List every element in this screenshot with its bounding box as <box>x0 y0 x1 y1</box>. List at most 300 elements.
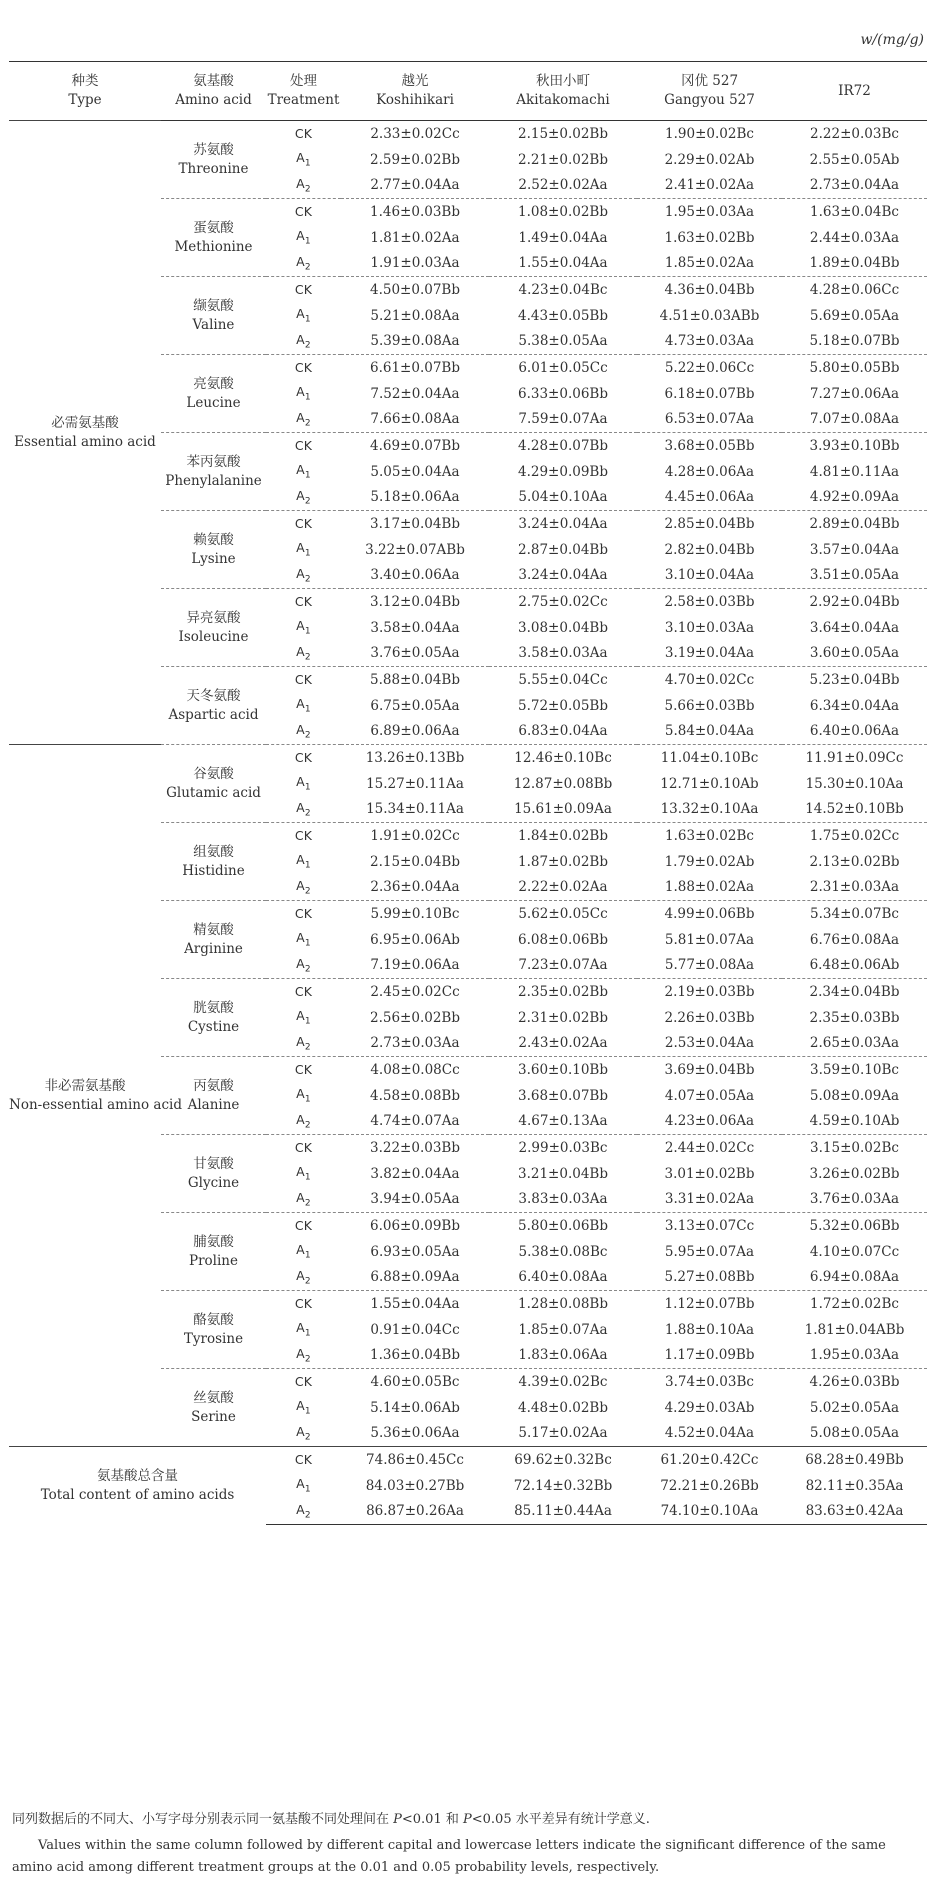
value-cell: 1.84±0.02Bb <box>489 823 637 849</box>
value-cell: 3.68±0.05Bb <box>637 433 782 459</box>
value-cell: 4.28±0.07Bb <box>489 433 637 459</box>
amino-acid-cell <box>161 589 266 667</box>
value-cell: 5.14±0.06Ab <box>370 1399 460 1416</box>
value-cell: 1.88±0.10Aa <box>664 1321 755 1338</box>
value-cell: 1.85±0.02Aa <box>664 255 755 272</box>
value-cell: 1.81±0.02Aa <box>370 229 460 246</box>
treatment-subscript: 1 <box>304 158 311 169</box>
value-cell: 5.77±0.08Aa <box>664 957 755 974</box>
value-cell: 15.30±0.10Aa <box>805 775 904 792</box>
value-cell: 5.39±0.08Aa <box>370 333 460 350</box>
treatment-label <box>266 225 341 251</box>
treatment-subscript: 2 <box>304 1354 311 1365</box>
header-amino-acid-en: Amino acid <box>175 92 252 108</box>
value-cell: 3.60±0.10Bb <box>489 1057 637 1083</box>
treatment-base: CK <box>294 984 313 1000</box>
table-footnote <box>12 1809 924 1879</box>
value-cell: 3.17±0.04Bb <box>341 511 489 537</box>
value-cell: 1.89±0.04Bb <box>809 255 900 272</box>
value-cell: 1.46±0.03Bb <box>341 199 489 225</box>
footnote-zh <box>12 1809 924 1831</box>
treatment-subscript: 1 <box>304 1094 311 1105</box>
treatment-base: CK <box>294 1452 313 1468</box>
treatment-label <box>266 1369 341 1395</box>
value-cell: 1.49±0.04Aa <box>518 229 608 246</box>
amino-acid-zh: 赖氨酸 <box>193 531 234 548</box>
footnote-zh-part: 同列数据后的不同大、小写字母分别表示同一氨基酸不同处理间在 <box>12 1812 394 1827</box>
value-cell: 4.69±0.07Bb <box>341 433 489 459</box>
value-cell: 4.50±0.07Bb <box>341 277 489 303</box>
value-cell: 5.22±0.06Cc <box>637 355 782 381</box>
value-cell: 1.55±0.04Aa <box>341 1291 489 1317</box>
table-row <box>9 121 927 147</box>
value-cell: 6.89±0.06Aa <box>370 723 460 740</box>
value-cell: 13.32±0.10Aa <box>660 801 759 818</box>
value-cell: 5.04±0.10Aa <box>518 489 608 506</box>
value-cell: 2.19±0.03Bb <box>637 979 782 1005</box>
treatment-base: CK <box>294 594 313 610</box>
treatment-subscript: 1 <box>304 938 311 949</box>
value-cell: 1.88±0.02Aa <box>664 879 755 896</box>
value-cell: 5.99±0.10Bc <box>341 901 489 927</box>
treatment-label <box>266 1161 341 1187</box>
amino-acid-zh: 精氨酸 <box>193 921 234 938</box>
value-cell: 2.58±0.03Bb <box>637 589 782 615</box>
table-row <box>9 745 927 771</box>
value-cell: 2.35±0.03Bb <box>809 1009 900 1026</box>
treatment-label <box>266 303 341 329</box>
treatment-base: CK <box>294 204 313 220</box>
amino-acid-en: Isoleucine <box>178 628 249 645</box>
value-cell: 3.08±0.04Bb <box>518 619 608 636</box>
treatment-subscript: 1 <box>304 1016 311 1027</box>
value-cell: 5.80±0.06Bb <box>489 1213 637 1239</box>
table-header <box>9 62 927 121</box>
treatment-base: CK <box>294 1296 313 1312</box>
treatment-base: CK <box>294 360 313 376</box>
value-cell: 5.66±0.03Bb <box>664 697 755 714</box>
value-cell: 3.58±0.04Aa <box>370 619 460 636</box>
value-cell: 2.82±0.04Bb <box>664 541 755 558</box>
value-cell: 2.77±0.04Aa <box>370 177 460 194</box>
treatment-subscript: 1 <box>304 704 311 715</box>
treatment-subscript: 1 <box>304 236 311 247</box>
treatment-base: A <box>296 774 305 790</box>
value-cell: 2.15±0.04Bb <box>370 853 460 870</box>
value-cell: 2.15±0.02Bb <box>489 121 637 147</box>
total-value-cell: 85.11±0.44Aa <box>489 1499 637 1525</box>
treatment-subscript: 2 <box>304 262 311 273</box>
amino-acid-zh: 苯丙氨酸 <box>186 453 241 470</box>
footnote-zh-p-symbol: P <box>393 1812 402 1827</box>
value-cell: 0.91±0.04Cc <box>370 1321 460 1338</box>
value-cell: 6.76±0.08Aa <box>809 931 900 948</box>
treatment-label <box>266 849 341 875</box>
treatment-base: A <box>296 1476 305 1492</box>
header-treatment-zh: 处理 <box>290 73 317 89</box>
value-cell: 13.26±0.13Bb <box>341 745 489 771</box>
amino-acid-zh: 丝氨酸 <box>193 1389 234 1406</box>
value-cell: 5.34±0.07Bc <box>782 901 927 927</box>
table-row <box>9 1447 927 1473</box>
value-cell: 1.91±0.02Cc <box>341 823 489 849</box>
amino-acid-zh: 谷氨酸 <box>193 765 234 782</box>
treatment-label <box>266 121 341 147</box>
treatment-label <box>266 1395 341 1421</box>
value-cell: 4.92±0.09Aa <box>809 489 900 506</box>
value-cell: 3.76±0.03Aa <box>809 1191 900 1208</box>
value-cell: 3.83±0.03Aa <box>518 1191 608 1208</box>
treatment-base: A <box>296 150 305 166</box>
section-essential <box>9 121 927 745</box>
treatment-base: A <box>296 956 305 971</box>
value-cell: 2.33±0.02Cc <box>341 121 489 147</box>
value-cell: 15.34±0.11Aa <box>366 801 464 818</box>
treatment-label <box>266 1499 341 1525</box>
value-cell: 5.18±0.06Aa <box>370 489 460 506</box>
total-value-cell: 72.21±0.26Bb <box>660 1477 759 1494</box>
value-cell: 3.93±0.10Bb <box>782 433 927 459</box>
value-cell: 1.79±0.02Ab <box>664 853 755 870</box>
amino-acid-cell <box>161 1213 266 1291</box>
value-cell: 2.29±0.02Ab <box>664 151 755 168</box>
amino-acid-zh: 胱氨酸 <box>193 999 234 1016</box>
treatment-subscript: 2 <box>304 886 311 897</box>
treatment-label <box>266 1473 341 1499</box>
treatment-label <box>266 199 341 225</box>
value-cell: 5.02±0.05Aa <box>809 1399 900 1416</box>
treatment-base: A <box>296 488 305 503</box>
value-cell: 4.51±0.03ABb <box>659 307 760 324</box>
value-cell: 2.21±0.02Bb <box>518 151 608 168</box>
treatment-label <box>266 1447 341 1473</box>
value-cell: 4.60±0.05Bc <box>341 1369 489 1395</box>
treatment-base: A <box>296 228 305 244</box>
value-cell: 2.99±0.03Bc <box>489 1135 637 1161</box>
value-cell: 3.60±0.05Aa <box>809 645 900 662</box>
value-cell: 4.81±0.11Aa <box>809 463 900 480</box>
amino-acid-zh: 缬氨酸 <box>193 297 234 314</box>
treatment-label <box>266 1265 341 1291</box>
value-cell: 2.87±0.04Bb <box>518 541 608 558</box>
header-cultivar-zh: 秋田小町 <box>536 73 590 89</box>
treatment-base: CK <box>294 438 313 454</box>
treatment-subscript: 2 <box>304 964 311 975</box>
header-cultivar-en: Akitakomachi <box>516 92 610 108</box>
treatment-label <box>266 381 341 407</box>
value-cell: 3.12±0.04Bb <box>341 589 489 615</box>
amino-acid-table <box>9 61 927 1525</box>
amino-acid-cell <box>161 1369 266 1447</box>
value-cell: 5.08±0.05Aa <box>809 1425 900 1442</box>
treatment-label <box>266 615 341 641</box>
treatment-base: CK <box>294 672 313 688</box>
treatment-label <box>266 1291 341 1317</box>
value-cell: 5.88±0.04Bb <box>341 667 489 693</box>
treatment-subscript: 1 <box>304 314 311 325</box>
total-value-cell: 84.03±0.27Bb <box>365 1477 465 1494</box>
amino-acid-cell <box>161 1135 266 1213</box>
value-cell: 2.13±0.02Bb <box>809 853 900 870</box>
header-cultivar-zh: 冈优 527 <box>680 73 739 89</box>
treatment-subscript: 1 <box>304 470 311 481</box>
value-cell: 4.39±0.02Bc <box>489 1369 637 1395</box>
value-cell: 1.63±0.02Bb <box>664 229 755 246</box>
treatment-base: A <box>296 254 305 269</box>
value-cell: 5.81±0.07Aa <box>664 931 755 948</box>
value-cell: 5.38±0.08Bc <box>518 1243 608 1260</box>
value-cell: 5.17±0.02Aa <box>518 1425 608 1442</box>
treatment-label <box>266 485 341 511</box>
treatment-subscript: 2 <box>304 652 311 663</box>
value-cell: 5.84±0.04Aa <box>664 723 755 740</box>
value-cell: 6.34±0.04Aa <box>809 697 900 714</box>
value-cell: 6.88±0.09Aa <box>370 1269 460 1286</box>
treatment-label <box>266 745 341 771</box>
value-cell: 2.65±0.03Aa <box>809 1035 900 1052</box>
total-value-cell: 68.28±0.49Bb <box>782 1447 927 1473</box>
treatment-subscript: 1 <box>304 1328 311 1339</box>
section-non-essential <box>9 745 927 1447</box>
value-cell: 3.69±0.04Bb <box>637 1057 782 1083</box>
type-en: Essential amino acid <box>14 433 156 450</box>
value-cell: 1.36±0.04Bb <box>370 1347 460 1364</box>
treatment-subscript: 2 <box>304 1042 311 1053</box>
treatment-base: A <box>296 410 305 425</box>
value-cell: 3.51±0.05Aa <box>809 567 900 584</box>
treatment-label <box>266 1135 341 1161</box>
amino-acid-en: Tyrosine <box>183 1330 244 1347</box>
value-cell: 12.71±0.10Ab <box>660 775 759 792</box>
value-cell: 6.06±0.09Bb <box>341 1213 489 1239</box>
header-amino-acid-zh: 氨基酸 <box>193 73 234 89</box>
treatment-label <box>266 1005 341 1031</box>
value-cell: 4.48±0.02Bb <box>518 1399 608 1416</box>
treatment-label <box>266 1031 341 1057</box>
value-cell: 5.08±0.09Aa <box>809 1087 900 1104</box>
type-en: Non-essential amino acid <box>9 1096 182 1113</box>
treatment-label <box>266 693 341 719</box>
value-cell: 7.66±0.08Aa <box>370 411 460 428</box>
treatment-subscript: 1 <box>304 860 311 871</box>
amino-acid-cell <box>161 277 266 355</box>
treatment-base: CK <box>294 516 313 532</box>
value-cell: 3.74±0.03Bc <box>637 1369 782 1395</box>
amino-acid-en: Threonine <box>178 160 249 177</box>
value-cell: 6.48±0.06Ab <box>809 957 900 974</box>
amino-acid-zh: 异亮氨酸 <box>186 609 241 626</box>
treatment-base: A <box>296 540 305 556</box>
treatment-subscript: 2 <box>304 418 311 429</box>
treatment-label <box>266 667 341 693</box>
amino-acid-zh: 蛋氨酸 <box>193 219 234 236</box>
treatment-label <box>266 1317 341 1343</box>
value-cell: 6.75±0.05Aa <box>370 697 460 714</box>
value-cell: 2.22±0.02Aa <box>518 879 608 896</box>
treatment-subscript: 2 <box>304 730 311 741</box>
value-cell: 3.58±0.03Aa <box>518 645 608 662</box>
value-cell: 3.10±0.03Aa <box>664 619 755 636</box>
amino-acid-en: Arginine <box>184 940 243 957</box>
value-cell: 2.44±0.03Aa <box>809 229 900 246</box>
header-cultivar-ir72 <box>782 62 927 121</box>
value-cell: 5.62±0.05Cc <box>489 901 637 927</box>
treatment-label <box>266 329 341 355</box>
treatment-base: A <box>296 644 305 659</box>
value-cell: 1.75±0.02Cc <box>782 823 927 849</box>
value-cell: 4.99±0.06Bb <box>637 901 782 927</box>
treatment-label <box>266 823 341 849</box>
treatment-base: A <box>296 1086 305 1102</box>
value-cell: 2.55±0.05Ab <box>809 151 900 168</box>
header-cultivar-en: IR72 <box>838 82 871 99</box>
value-cell: 12.87±0.08Bb <box>513 775 613 792</box>
value-cell: 12.46±0.10Bc <box>489 745 637 771</box>
value-cell: 4.36±0.04Bb <box>637 277 782 303</box>
treatment-subscript: 1 <box>304 548 311 559</box>
value-cell: 1.28±0.08Bb <box>489 1291 637 1317</box>
treatment-base: A <box>296 722 305 737</box>
value-cell: 2.45±0.02Cc <box>341 979 489 1005</box>
treatment-subscript: 2 <box>304 1198 311 1209</box>
value-cell: 6.40±0.08Aa <box>518 1269 608 1286</box>
value-cell: 6.18±0.07Bb <box>664 385 755 402</box>
treatment-base: A <box>296 1190 305 1205</box>
total-value-cell: 74.10±0.10Aa <box>637 1499 782 1525</box>
treatment-subscript: 2 <box>304 184 311 195</box>
treatment-base: A <box>296 1164 305 1180</box>
treatment-label <box>266 797 341 823</box>
amino-acid-cell <box>161 1057 266 1135</box>
value-cell: 4.28±0.06Aa <box>664 463 755 480</box>
value-cell: 4.28±0.06Cc <box>782 277 927 303</box>
value-cell: 3.26±0.02Bb <box>809 1165 900 1182</box>
value-cell: 6.95±0.06Ab <box>370 931 460 948</box>
header-cultivar-en: Gangyou 527 <box>664 92 755 108</box>
value-cell: 2.53±0.04Aa <box>664 1035 755 1052</box>
treatment-subscript: 1 <box>304 626 311 637</box>
total-value-cell: 86.87±0.26Aa <box>341 1499 489 1525</box>
value-cell: 1.81±0.04ABb <box>804 1321 905 1338</box>
header-type-en: Type <box>68 92 102 108</box>
treatment-base: A <box>296 462 305 478</box>
header-cultivar-koshihikari <box>341 62 489 121</box>
amino-acid-cell <box>161 199 266 277</box>
treatment-subscript: 2 <box>304 574 311 585</box>
value-cell: 2.73±0.03Aa <box>370 1035 460 1052</box>
value-cell: 3.40±0.06Aa <box>370 567 460 584</box>
treatment-label <box>266 407 341 433</box>
treatment-subscript: 2 <box>304 1432 311 1443</box>
amino-acid-en: Valine <box>192 316 235 333</box>
value-cell: 3.01±0.02Bb <box>664 1165 755 1182</box>
value-cell: 3.24±0.04Aa <box>518 567 608 584</box>
value-cell: 2.22±0.03Bc <box>782 121 927 147</box>
treatment-base: CK <box>294 750 313 766</box>
value-cell: 3.13±0.07Cc <box>637 1213 782 1239</box>
amino-acid-zh: 苏氨酸 <box>193 141 234 158</box>
value-cell: 7.27±0.06Aa <box>809 385 900 402</box>
treatment-label <box>266 433 341 459</box>
value-cell: 7.59±0.07Aa <box>518 411 608 428</box>
treatment-subscript: 2 <box>304 1276 311 1287</box>
value-cell: 2.41±0.02Aa <box>664 177 755 194</box>
value-cell: 6.40±0.06Aa <box>809 723 900 740</box>
header-cultivar-akitakomachi <box>489 62 637 121</box>
treatment-label <box>266 277 341 303</box>
value-cell: 1.08±0.02Bb <box>489 199 637 225</box>
amino-acid-cell <box>161 1291 266 1369</box>
section-total <box>9 1447 927 1525</box>
total-value-cell: 83.63±0.42Aa <box>782 1499 927 1525</box>
footnote-zh-part: <0.05 水平差异有统计学意义. <box>471 1812 650 1827</box>
value-cell: 5.95±0.07Aa <box>664 1243 755 1260</box>
value-cell: 5.69±0.05Aa <box>809 307 900 324</box>
amino-acid-en: Glycine <box>187 1174 240 1191</box>
amino-acid-cell <box>161 667 266 745</box>
value-cell: 6.93±0.05Aa <box>370 1243 460 1260</box>
treatment-label <box>266 875 341 901</box>
value-cell: 1.63±0.04Bc <box>782 199 927 225</box>
amino-acid-zh: 甘氨酸 <box>193 1155 234 1172</box>
unit-label: w/(mg/g) <box>860 32 924 48</box>
value-cell: 3.19±0.04Aa <box>664 645 755 662</box>
header-type <box>9 62 161 121</box>
amino-acid-zh: 组氨酸 <box>193 843 234 860</box>
value-cell: 2.44±0.02Cc <box>637 1135 782 1161</box>
value-cell: 4.73±0.03Aa <box>664 333 755 350</box>
value-cell: 2.36±0.04Aa <box>370 879 460 896</box>
value-cell: 2.43±0.02Aa <box>518 1035 608 1052</box>
value-cell: 1.87±0.02Bb <box>518 853 608 870</box>
header-cultivar-gangyou527 <box>637 62 782 121</box>
treatment-label <box>266 1213 341 1239</box>
value-cell: 5.55±0.04Cc <box>489 667 637 693</box>
treatment-base: A <box>296 384 305 400</box>
type-cell <box>9 121 161 745</box>
value-cell: 1.17±0.09Bb <box>664 1347 755 1364</box>
treatment-subscript: 2 <box>304 808 311 819</box>
value-cell: 4.59±0.10Ab <box>809 1113 900 1130</box>
value-cell: 1.72±0.02Bc <box>782 1291 927 1317</box>
treatment-base: A <box>296 1424 305 1439</box>
value-cell: 1.95±0.03Aa <box>637 199 782 225</box>
type-zh: 非必需氨基酸 <box>44 1077 126 1094</box>
value-cell: 3.21±0.04Bb <box>518 1165 608 1182</box>
amino-acid-cell <box>161 121 266 199</box>
treatment-subscript: 1 <box>304 1172 311 1183</box>
treatment-base: A <box>296 618 305 634</box>
treatment-base: CK <box>294 126 313 142</box>
value-cell: 6.94±0.08Aa <box>809 1269 900 1286</box>
amino-acid-cell <box>161 745 266 823</box>
value-cell: 2.26±0.03Bb <box>664 1009 755 1026</box>
total-value-cell: 72.14±0.32Bb <box>513 1477 613 1494</box>
treatment-base: A <box>296 306 305 322</box>
treatment-subscript: 2 <box>304 340 311 351</box>
value-cell: 2.52±0.02Aa <box>518 177 608 194</box>
value-cell: 1.55±0.04Aa <box>518 255 608 272</box>
value-cell: 1.63±0.02Bc <box>637 823 782 849</box>
value-cell: 6.01±0.05Cc <box>489 355 637 381</box>
amino-acid-en: Methionine <box>174 238 253 255</box>
total-value-cell: 61.20±0.42Cc <box>637 1447 782 1473</box>
value-cell: 1.90±0.02Bc <box>637 121 782 147</box>
value-cell: 3.76±0.05Aa <box>370 645 460 662</box>
value-cell: 3.10±0.04Aa <box>664 567 755 584</box>
treatment-label <box>266 563 341 589</box>
amino-acid-zh: 脯氨酸 <box>193 1233 234 1250</box>
